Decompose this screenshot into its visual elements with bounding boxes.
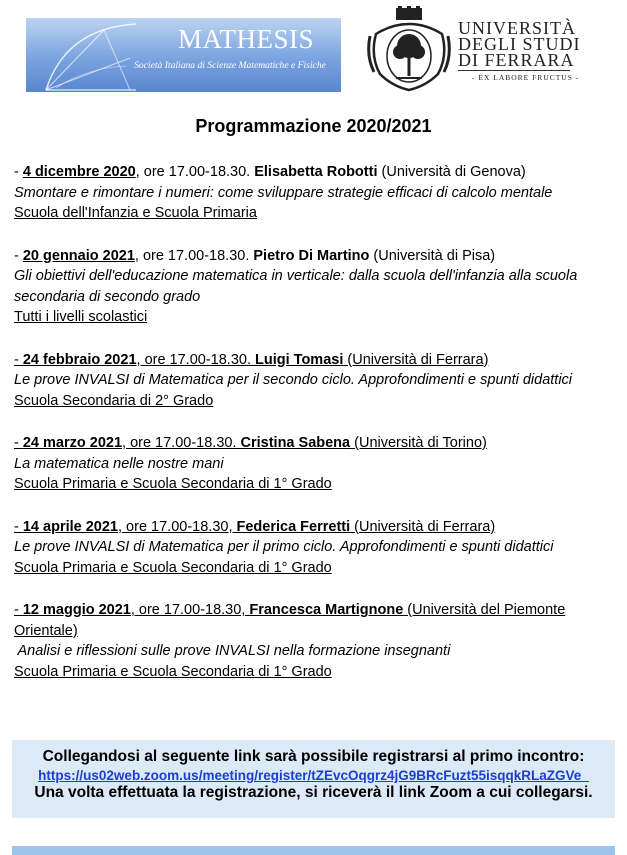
event-topic: Le prove INVALSI di Matematica per il primo ciclo. Approfondimenti e spunti didattici (14, 539, 554, 555)
event-audience: Scuola Secondaria di 2° Grado (14, 392, 214, 409)
university-name: UNIVERSITÀ DEGLI STUDI DI FERRARA (458, 18, 581, 70)
event-time: , ore 17.00-18.30. (136, 351, 256, 368)
mathesis-title: MATHESIS (177, 24, 315, 54)
event-speaker: Cristina Sabena (240, 435, 351, 451)
event-affiliation: (Università di Ferrara) (350, 518, 496, 535)
event-speaker: Pietro Di Martino (253, 247, 370, 264)
registration-note: Una volta effettuata la registrazione, si riceverà il link Zoom a cui collegarsi. (34, 784, 593, 801)
event-speaker: Francesca Martignone (249, 602, 404, 618)
mathesis-logo (26, 18, 341, 92)
event-affiliation: (Università di Torino) (350, 435, 487, 451)
event-item: - 24 marzo 2021, ore 17.00-18.30. Cristina Sabena (Università di Torino) La matematica nelle nostre mani Scuola Primaria e Scuola Secondaria di 1° Grado (14, 433, 624, 495)
registration-link[interactable]: https://us02web.zoom.us/meeting/register/tZEvcOqgrz4jG9BRcFuzt55isqqkRLaZGVe_ (38, 768, 589, 783)
event-date: 4 dicembre 2020 (22, 164, 136, 180)
university-logo (366, 6, 586, 92)
event-audience: Tutti i livelli scolastici (14, 309, 148, 325)
event-affiliation: (Università di Genova) (377, 164, 526, 180)
registration-intro: Collegandosi al seguente link sarà possibile registrarsi al primo incontro: (42, 748, 585, 765)
registration-box (12, 740, 615, 818)
event-topic: Analisi e riflessioni sulle prove INVALSI nella formazione insegnanti (14, 643, 451, 659)
event-speaker: Luigi Tomasi (255, 351, 344, 368)
event-topic: La matematica nelle nostre mani (14, 455, 224, 472)
university-motto: - EX LABORE FRUCTUS - (472, 73, 580, 82)
event-list (14, 162, 624, 704)
event-time: , ore 17.00-18.30. (122, 435, 241, 451)
university-crest-icon (366, 6, 452, 92)
event-item: - 14 aprile 2021, ore 17.00-18.30, Federica Ferretti (Università di Ferrara) Le prove INVALSI di Matematica per il primo ciclo. Approfondimenti e spunti didattici Scuola Primaria e Scuola Secondaria di 1° Grado (14, 517, 624, 579)
event-time: , ore 17.00-18.30. (134, 247, 254, 264)
mathesis-subtitle: Società Italiana di Scienze Matematiche e Fisiche (134, 60, 326, 71)
event-affiliation: (Università di Ferrara) (343, 351, 489, 368)
event-audience: Scuola Primaria e Scuola Secondaria di 1° Grado (14, 663, 332, 680)
event-item: - 24 febbraio 2021, ore 17.00-18.30. Luigi Tomasi (Università di Ferrara) Le prove INVALSI di Matematica per il secondo ciclo. Approfondimenti e spunti didattici Scuola Secondaria di 2° Grado (14, 350, 624, 412)
event-date: 24 febbraio 2021 (22, 351, 137, 368)
event-item: - 4 dicembre 2020, ore 17.00-18.30. Elisabetta Robotti (Università di Genova) Smontare e rimontare i numeri: come sviluppare strategie efficaci di calcolo mentale Scuola dell'Infanzia e Scuola Primaria (14, 162, 624, 224)
event-audience: Scuola dell'Infanzia e Scuola Primaria (14, 205, 257, 221)
event-audience: Scuola Primaria e Scuola Secondaria di 1° Grado (14, 559, 332, 576)
event-topic: Le prove INVALSI di Matematica per il secondo ciclo. Approfondimenti e spunti didattici (14, 372, 573, 388)
event-date: 14 aprile 2021 (22, 518, 118, 535)
footer-bar (12, 846, 615, 855)
event-audience: Scuola Primaria e Scuola Secondaria di 1° Grado (14, 476, 332, 492)
event-item: - 20 gennaio 2021, ore 17.00-18.30. Pietro Di Martino (Università di Pisa) Gli obiettivi dell'educazione matematica in verticale: dalla scuola dell'infanzia alla scuola secondaria di secondo grado Tutti i livelli scolastici (14, 246, 624, 328)
page-title: Programmazione 2020/2021 (195, 116, 432, 136)
event-time: , ore 17.00-18.30, (118, 518, 237, 535)
event-affiliation: (Università di Pisa) (369, 247, 496, 264)
event-time: , ore 17.00-18.30. (135, 164, 255, 180)
divider (458, 70, 570, 71)
event-topic: Smontare e rimontare i numeri: come sviluppare strategie efficaci di calcolo mentale (14, 184, 553, 201)
event-item: - 12 maggio 2021, ore 17.00-18.30, Francesca Martignone (Università del Piemonte Orientale) Analisi e riflessioni sulle prove INVALSI nella formazione insegnanti Scuola Primaria e Scuola Secondaria di 1° Grado (14, 600, 624, 682)
event-topic: Gli obiettivi dell'educazione matematica in verticale: dalla scuola dell'infanzia alla scuola secondaria di secondo grado (14, 268, 578, 305)
event-time: , ore 17.00-18.30, (130, 602, 250, 618)
event-speaker: Federica Ferretti (236, 518, 351, 535)
event-date: 12 maggio 2021 (22, 602, 131, 618)
event-date: 24 marzo 2021 (22, 435, 123, 451)
event-speaker: Elisabetta Robotti (254, 164, 378, 180)
event-date: 20 gennaio 2021 (22, 247, 135, 264)
event-affiliation: (Università del Piemonte Orientale) (14, 602, 566, 639)
